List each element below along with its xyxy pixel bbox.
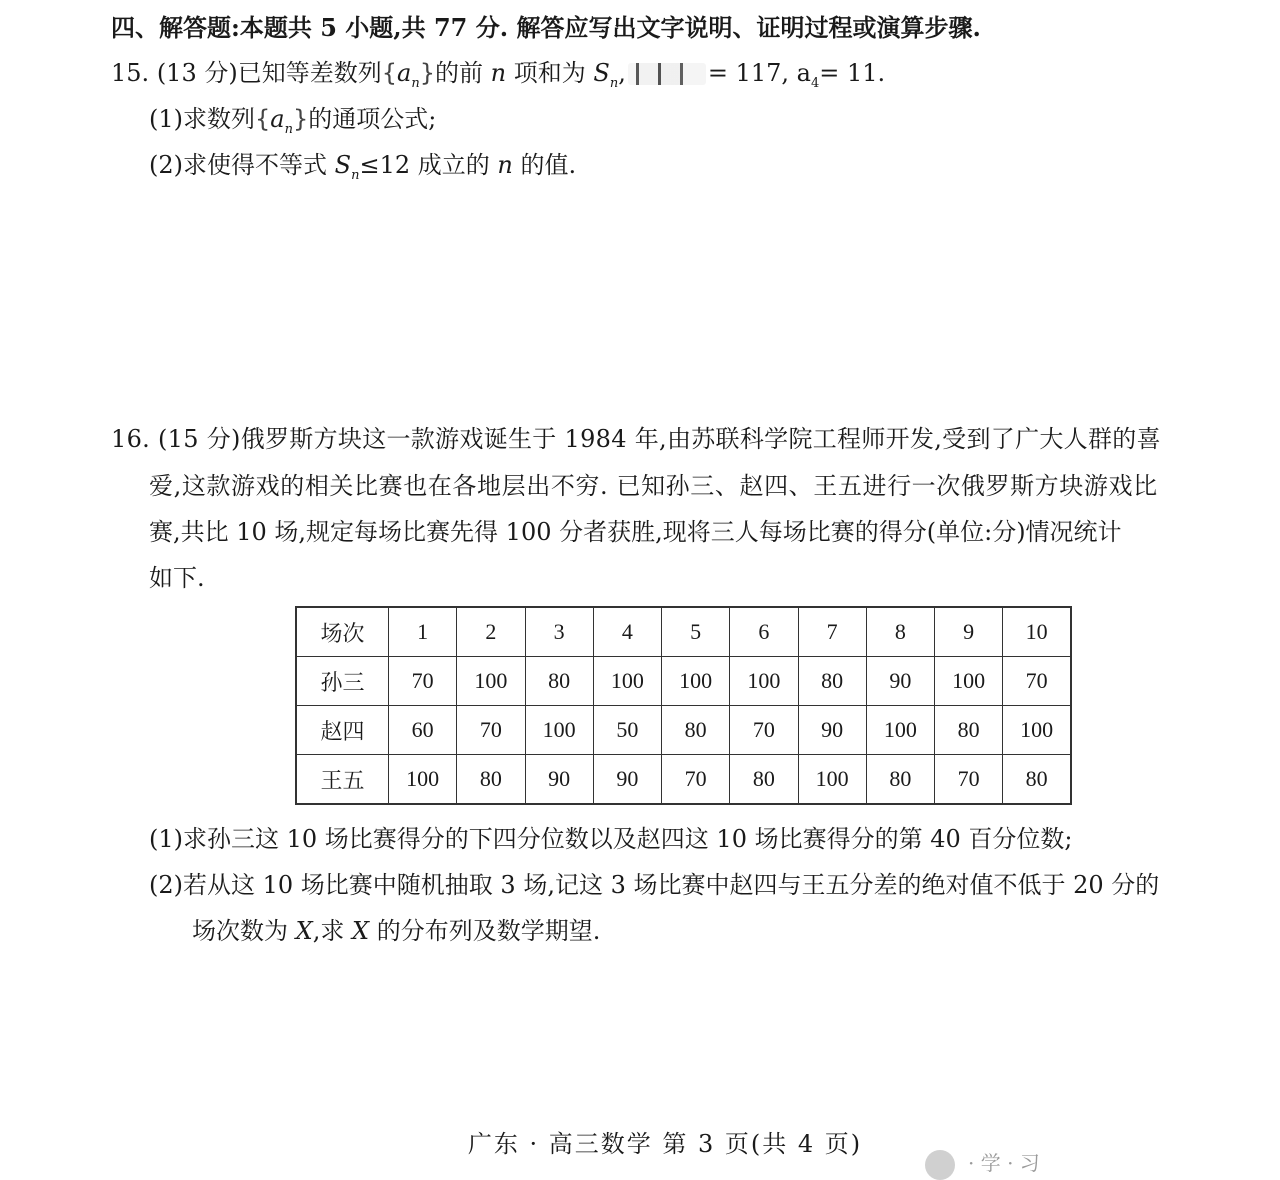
q15-part1-post: 的通项公式; bbox=[308, 105, 437, 133]
q15-brace-open: { bbox=[381, 59, 397, 87]
table-cell: 100 bbox=[730, 657, 798, 706]
score-table bbox=[295, 606, 1072, 805]
q15-stem-mid: 的前 bbox=[434, 59, 483, 87]
table-cell: 90 bbox=[798, 706, 866, 755]
table-cell: 70 bbox=[935, 755, 1003, 805]
table-cell: 80 bbox=[730, 755, 798, 805]
table-row bbox=[296, 755, 1071, 805]
q15-part1-brace-close: } bbox=[292, 105, 309, 133]
q15-part2-var-S: S bbox=[334, 151, 352, 179]
table-header-row bbox=[296, 607, 1071, 657]
question-16-line-2: 爱,这款游戏的相关比赛也在各地层出不穷. 已知孙三、赵四、王五进行一次俄罗斯方块游戏比 bbox=[149, 472, 1158, 500]
q15-points: (13 分) bbox=[156, 59, 238, 87]
q15-sub-n: n bbox=[411, 76, 420, 91]
table-cell: 90 bbox=[525, 755, 593, 805]
question-16-part-1: (1)求孙三这 10 场比赛得分的下四分位数以及赵四这 10 场比赛得分的第 40 百分位数; bbox=[149, 825, 1073, 853]
watermark-text: · 学 · 习 bbox=[968, 1151, 1040, 1175]
table-header-cell: 场次 bbox=[296, 607, 389, 657]
q15-value-tail: = 117, a bbox=[707, 59, 811, 87]
table-header-cell: 10 bbox=[1003, 607, 1071, 657]
redacted-region bbox=[628, 63, 706, 85]
table-header-cell: 4 bbox=[593, 607, 661, 657]
table-cell: 70 bbox=[389, 657, 457, 706]
q15-stem-mid2: 项和为 bbox=[513, 59, 586, 87]
table-header-cell: 9 bbox=[935, 607, 1003, 657]
table-cell: 50 bbox=[593, 706, 661, 755]
table-cell: 孙三 bbox=[296, 657, 389, 706]
table-cell: 80 bbox=[935, 706, 1003, 755]
question-16-line-1: 16. (15 分)俄罗斯方块这一款游戏诞生于 1984 年,由苏联科学院工程师开发,受到了广大人群的喜 bbox=[111, 425, 1161, 453]
q15-number: 15. bbox=[111, 59, 150, 87]
question-16-line-3: 赛,共比 10 场,规定每场比赛先得 100 分者获胜,现将三人每场比赛的得分(单位:分)情况统计 bbox=[149, 518, 1122, 546]
table-cell: 80 bbox=[662, 706, 730, 755]
question-16-part-2-line-2 bbox=[192, 915, 600, 947]
q16-part2-mid: ,求 bbox=[312, 917, 345, 945]
table-cell: 100 bbox=[525, 706, 593, 755]
table-row bbox=[296, 706, 1071, 755]
q16-part2-post: 的分布列及数学期望. bbox=[376, 917, 601, 945]
table-cell: 赵四 bbox=[296, 706, 389, 755]
q15-sub-4: 4 bbox=[810, 76, 820, 91]
q15-value-end: = 11. bbox=[819, 59, 886, 87]
table-cell: 80 bbox=[525, 657, 593, 706]
q15-part2-var-n: n bbox=[497, 151, 513, 179]
q15-part1-sub-n: n bbox=[284, 122, 293, 137]
q16-var-X-2: X bbox=[352, 917, 370, 945]
table-cell: 80 bbox=[457, 755, 525, 805]
table-cell: 100 bbox=[389, 755, 457, 805]
table-header-cell: 6 bbox=[730, 607, 798, 657]
question-15-stem bbox=[111, 57, 885, 100]
table-header-cell: 2 bbox=[457, 607, 525, 657]
table-header-cell: 1 bbox=[389, 607, 457, 657]
table-header-cell: 7 bbox=[798, 607, 866, 657]
watermark-logo-icon bbox=[925, 1150, 955, 1180]
q15-part2-sub-n: n bbox=[351, 168, 360, 183]
table-cell: 100 bbox=[798, 755, 866, 805]
table-cell: 80 bbox=[866, 755, 934, 805]
q16-part2-pre: 场次数为 bbox=[192, 917, 288, 945]
q15-part1-pre: (1)求数列 bbox=[149, 105, 255, 133]
q15-var-a: a bbox=[397, 59, 412, 87]
q15-part1-var-a: a bbox=[270, 105, 285, 133]
q15-var-n: n bbox=[490, 59, 507, 87]
table-cell: 100 bbox=[1003, 706, 1071, 755]
table-row bbox=[296, 657, 1071, 706]
q15-part1-brace-open: { bbox=[255, 105, 271, 133]
table-cell: 70 bbox=[457, 706, 525, 755]
question-16-line-4: 如下. bbox=[149, 564, 205, 592]
question-16-part-2-line-1: (2)若从这 10 场比赛中随机抽取 3 场,记这 3 场比赛中赵四与王五分差的绝对值不低于 20 分的 bbox=[149, 871, 1160, 899]
table-cell: 100 bbox=[593, 657, 661, 706]
q15-var-S: S bbox=[593, 59, 610, 87]
table-header-cell: 3 bbox=[525, 607, 593, 657]
page-footer: 广东 · 高三数学 第 3 页(共 4 页) bbox=[467, 1130, 863, 1158]
table-cell: 70 bbox=[662, 755, 730, 805]
q15-stem-pre: 已知等差数列 bbox=[237, 59, 382, 87]
q15-part2-pre: (2)求使得不等式 bbox=[149, 151, 327, 179]
table-cell: 90 bbox=[593, 755, 661, 805]
table-cell: 70 bbox=[1003, 657, 1071, 706]
table-cell: 100 bbox=[866, 706, 934, 755]
q15-sub-n-2: n bbox=[609, 76, 619, 91]
table-cell: 90 bbox=[866, 657, 934, 706]
table-cell: 王五 bbox=[296, 755, 389, 805]
q15-brace-close: } bbox=[419, 59, 435, 87]
question-15-part-2 bbox=[149, 149, 576, 192]
q15-stem-post: , bbox=[618, 59, 626, 87]
table-header-cell: 8 bbox=[866, 607, 934, 657]
table-cell: 60 bbox=[389, 706, 457, 755]
table-cell: 80 bbox=[798, 657, 866, 706]
q15-part2-mid: ≤12 成立的 bbox=[359, 151, 490, 179]
table-cell: 70 bbox=[730, 706, 798, 755]
table-header-cell: 5 bbox=[662, 607, 730, 657]
table-cell: 100 bbox=[457, 657, 525, 706]
table-cell: 100 bbox=[662, 657, 730, 706]
table-cell: 100 bbox=[935, 657, 1003, 706]
section-header: 四、解答题:本题共 5 小题,共 77 分. 解答应写出文字说明、证明过程或演算步骤. bbox=[111, 13, 981, 42]
table-cell: 80 bbox=[1003, 755, 1071, 805]
q16-var-X: X bbox=[295, 917, 313, 945]
question-15-part-1 bbox=[149, 103, 436, 146]
q15-part2-post: 的值. bbox=[520, 151, 577, 179]
